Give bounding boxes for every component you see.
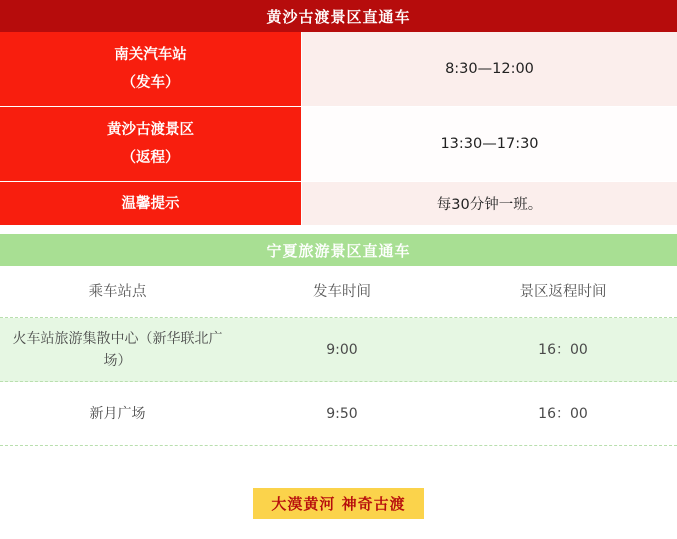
table-title-green: 宁夏旅游景区直通车 [0, 234, 677, 266]
shuttle-table-huangshagudu [0, 0, 677, 226]
cell-return-time: 16：00 [538, 405, 588, 422]
cell-departure-time: 9:00 [326, 341, 358, 358]
row-value-notice: 每30分钟一班。 [302, 182, 677, 225]
row-label-line2: （发车） [121, 75, 180, 91]
table-row [0, 107, 677, 182]
shuttle-table-ningxia [0, 234, 677, 446]
row-label-line1: 温馨提示 [121, 195, 180, 212]
table-row [0, 318, 677, 382]
row-label-line2: （返程） [121, 150, 180, 166]
table-row [0, 382, 677, 446]
slogan-banner: 大漠黄河 神奇古渡 [253, 488, 423, 519]
row-label-departure [0, 32, 302, 106]
column-header-departure: 发车时间 [313, 283, 371, 300]
row-value-departure-time: 8:30—12:00 [302, 32, 677, 106]
cell-station: 火车站旅游集散中心（新华联北广场） [12, 330, 223, 369]
row-label-notice [0, 182, 302, 225]
column-header-station: 乘车站点 [88, 283, 147, 300]
table-title-red: 黄沙古渡景区直通车 [0, 0, 677, 32]
footer [0, 488, 677, 519]
cell-station: 新月广场 [89, 405, 146, 422]
column-header-return: 景区返程时间 [519, 283, 607, 300]
row-label-return [0, 107, 302, 181]
row-label-line1: 南关汽车站 [114, 47, 187, 63]
cell-return-time: 16：00 [538, 341, 588, 358]
row-value-return-time: 13:30—17:30 [302, 107, 677, 181]
cell-departure-time: 9:50 [326, 405, 358, 422]
table-header-row [0, 266, 677, 318]
table-row [0, 182, 677, 226]
row-label-line1: 黄沙古渡景区 [107, 122, 194, 138]
table-row [0, 32, 677, 107]
